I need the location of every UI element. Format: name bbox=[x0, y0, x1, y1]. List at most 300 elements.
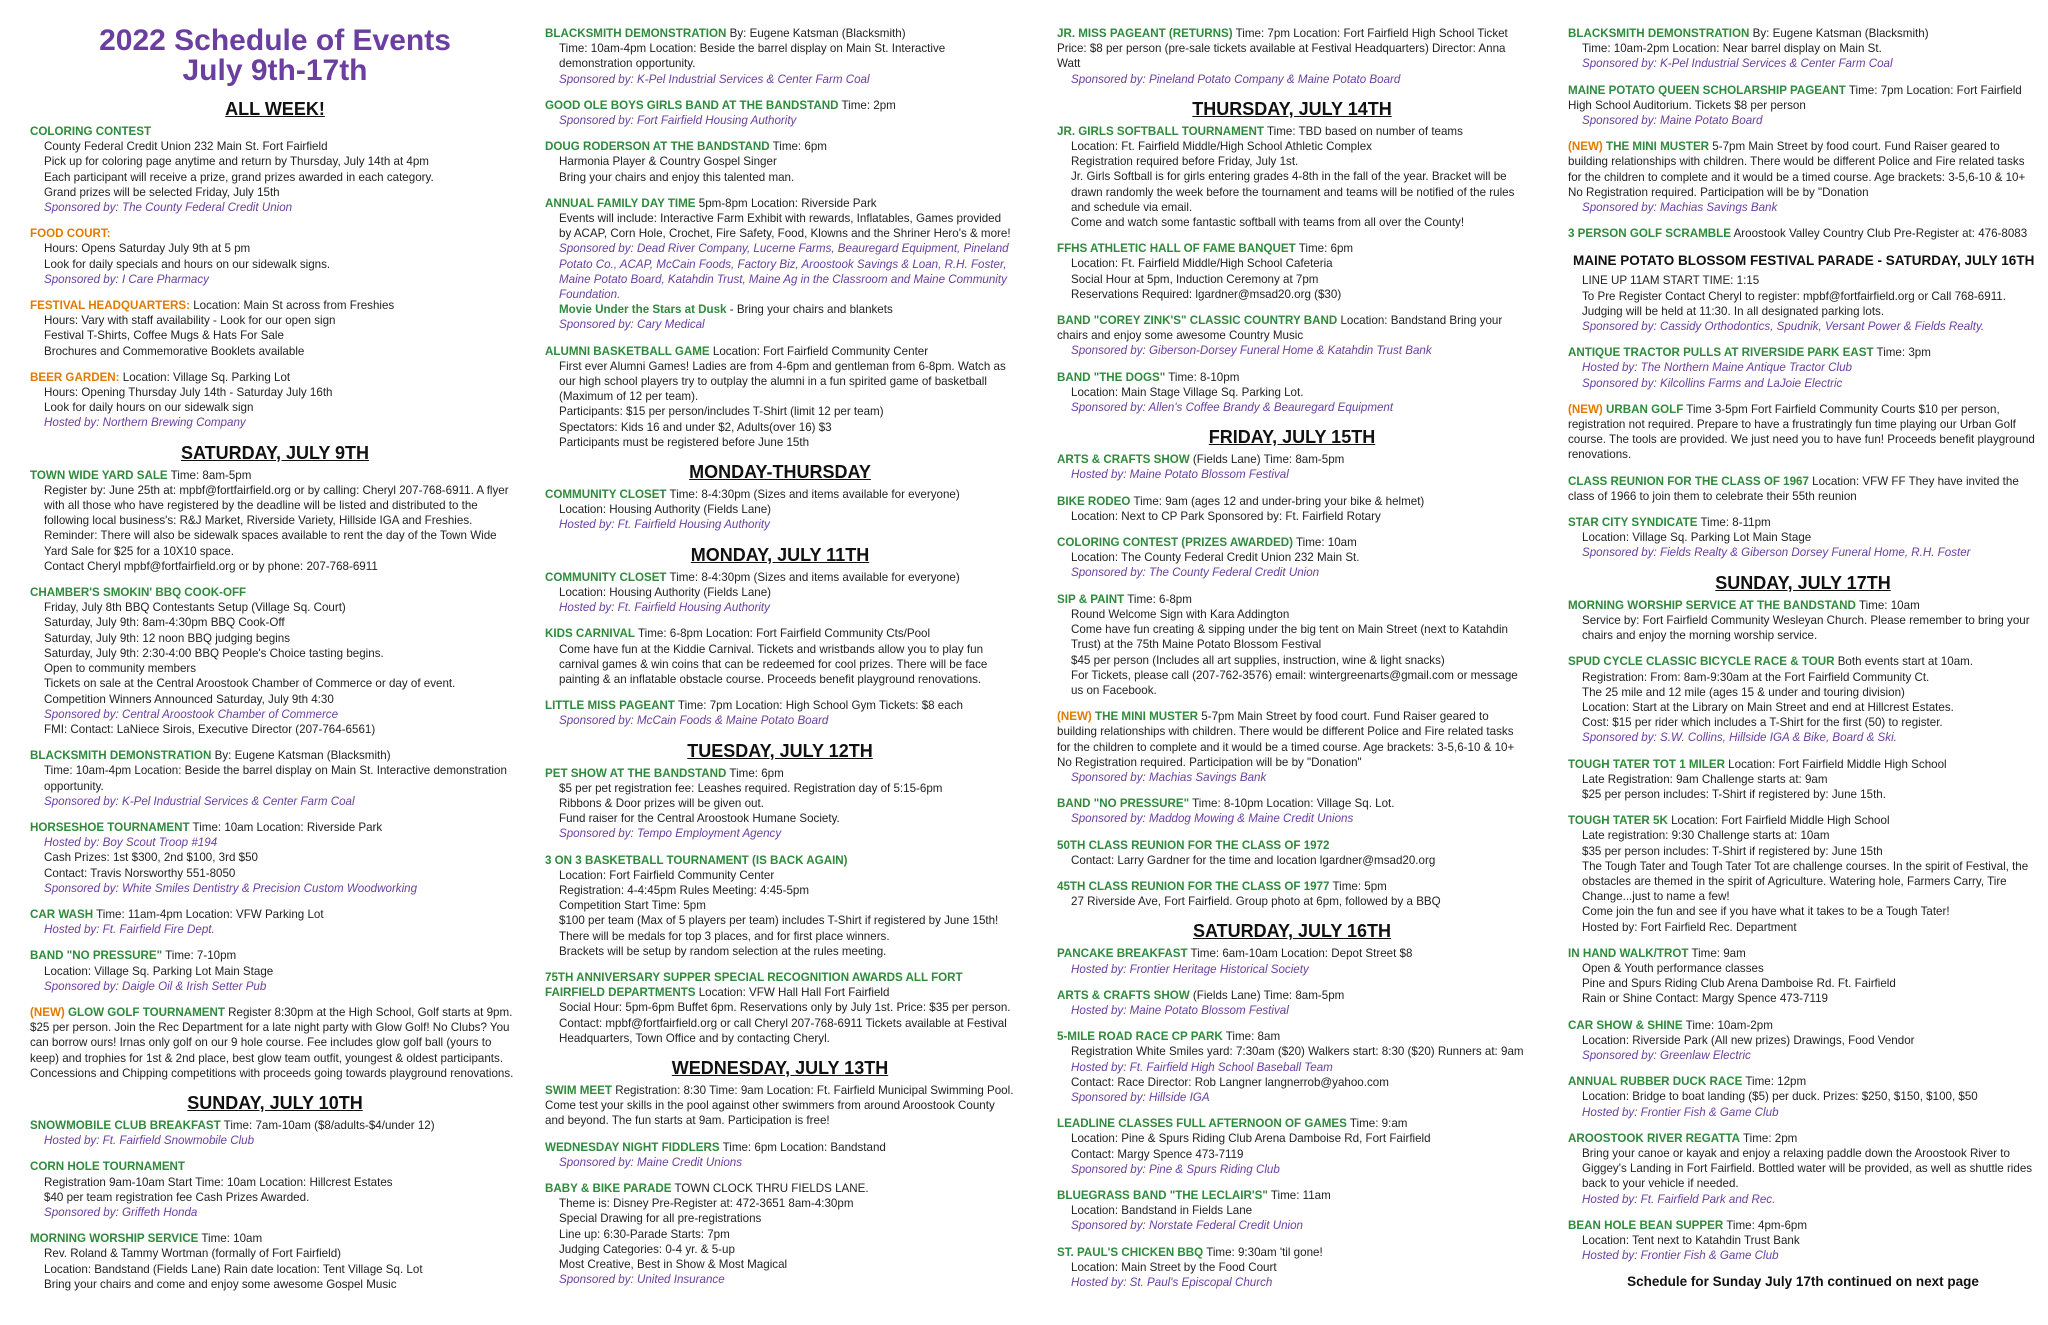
event-item bbox=[1568, 139, 2038, 215]
event-info: Time: 6pm Location: Bandstand bbox=[719, 1140, 886, 1154]
event-title: ANNUAL FAMILY DAY TIME bbox=[545, 196, 696, 210]
event-title: ALUMNI BASKETBALL GAME bbox=[545, 344, 710, 358]
event-header bbox=[1568, 139, 2038, 200]
event-sponsor: Hosted by: Maine Potato Blossom Festival bbox=[1071, 1003, 1289, 1017]
event-title: WEDNESDAY NIGHT FIDDLERS bbox=[545, 1140, 720, 1154]
event-header bbox=[1568, 226, 2038, 241]
event-detail: Location: Pine & Spurs Riding Club Arena Damboise Rd, Fort Fairfield bbox=[1071, 1132, 1431, 1146]
event-detail: Contact Cheryl mpbf@fortfairfield.org or by phone: 207-768-6911 bbox=[44, 559, 378, 573]
event-detail: Registration White Smiles yard: 7:30am ($20) Walkers start: 8:30 ($20) Runners at: 9am bbox=[1071, 1045, 1524, 1059]
event-detail: Reminder: There will also be sidewalk spaces available to rent the day of the Town Wide Yard Sale for $25 for a 10X10 space. bbox=[44, 529, 497, 558]
event-sponsor: Sponsored by: Maine Credit Unions bbox=[559, 1155, 743, 1169]
event-item bbox=[545, 1083, 1015, 1129]
event-detail: Contact: Larry Gardner for the time and location lgardner@msad20.org bbox=[1071, 853, 1436, 867]
event-sponsor: Sponsored by: Machias Savings Bank bbox=[1582, 201, 1778, 215]
event-title: COLORING CONTEST (PRIZES AWARDED) bbox=[1057, 536, 1293, 550]
event-header bbox=[1057, 946, 1527, 961]
event-title: PET SHOW AT THE BANDSTAND bbox=[545, 766, 727, 780]
event-header bbox=[545, 1181, 1015, 1196]
event-item bbox=[30, 468, 520, 574]
event-item bbox=[1568, 345, 2038, 391]
event-info: Time: 8am bbox=[1222, 1030, 1281, 1044]
event-info: TOWN CLOCK THRU FIELDS LANE. bbox=[671, 1181, 869, 1195]
event-info: (Fields Lane) Time: 8am-5pm bbox=[1189, 453, 1345, 467]
event-title: CORN HOLE TOURNAMENT bbox=[30, 1160, 186, 1174]
event-item bbox=[30, 370, 520, 431]
event-item bbox=[1057, 494, 1527, 524]
event-item bbox=[545, 196, 1015, 333]
event-header bbox=[30, 748, 520, 763]
event-header bbox=[30, 298, 520, 313]
event-item bbox=[1568, 654, 2038, 745]
event-sponsor: Sponsored by: McCain Foods & Maine Potato Board bbox=[559, 714, 829, 728]
event-sponsor: Sponsored by: K-Pel Industrial Services & Center Farm Coal bbox=[44, 794, 355, 808]
event-item bbox=[30, 585, 520, 737]
event-header bbox=[545, 970, 1015, 1000]
event-header bbox=[30, 907, 520, 922]
event-item bbox=[1568, 1018, 2038, 1064]
event-header bbox=[1057, 879, 1527, 894]
event-sponsor: Hosted by: St. Paul's Episcopal Church bbox=[1071, 1276, 1273, 1289]
event-info: Time: 9:30am 'til gone! bbox=[1203, 1245, 1323, 1259]
event-header bbox=[30, 1231, 520, 1246]
event-detail: For Tickets, please call (207-762-3576) email: wintergreenarts@gmail.com or message us on Facebook. bbox=[1071, 668, 1518, 697]
event-detail: Saturday, July 9th: 8am-4:30pm BBQ Cook-Off bbox=[44, 616, 285, 630]
event-detail: Late Registration: 9am Challenge starts at: 9am bbox=[1582, 772, 1828, 786]
event-sponsor: Sponsored by: Hillside IGA bbox=[1071, 1090, 1210, 1104]
event-item bbox=[30, 1005, 520, 1081]
event-detail: Location: The County Federal Credit Union 232 Main St. bbox=[1071, 551, 1360, 565]
event-header bbox=[30, 1118, 520, 1133]
event-detail: First ever Alumni Games! Ladies are from 4-6pm and gentleman from 6-8pm. Watch as our high school players try to outplay the alumni in a fun spirited game of basketball (Maximum of 12 per team). bbox=[559, 359, 1006, 404]
event-item bbox=[1057, 988, 1527, 1018]
event-item bbox=[1057, 124, 1527, 230]
event-header bbox=[1057, 241, 1527, 256]
event-title: BAND "COREY ZINK'S" CLASSIC COUNTRY BAND bbox=[1057, 314, 1338, 328]
event-detail: Come and watch some fantastic softball with teams from all over the County! bbox=[1071, 216, 1465, 230]
event-sponsor: Sponsored by: Cassidy Orthodontics, Spudnik, Versant Power & Fields Realty. bbox=[1582, 320, 1985, 334]
event-title: 3 ON 3 BASKETBALL TOURNAMENT (IS BACK AGAIN) bbox=[545, 853, 848, 867]
day-heading: SATURDAY, JULY 9TH bbox=[180, 442, 370, 463]
event-detail: Come have fun creating & sipping under the big tent on Main Street (next to Katahdin Trust) at the 75th Maine Potato Blossom Festival bbox=[1071, 623, 1508, 652]
event-info: Time: 5pm bbox=[1329, 879, 1387, 893]
event-detail: Reservations Required: lgardner@msad20.org ($30) bbox=[1071, 287, 1342, 301]
event-sponsor: Sponsored by: Cary Medical bbox=[559, 318, 705, 332]
event-title: LITTLE MISS PAGEANT bbox=[545, 699, 675, 713]
event-item bbox=[1057, 241, 1527, 302]
event-item bbox=[1568, 474, 2038, 504]
event-header bbox=[545, 766, 1015, 781]
event-info: 5-7pm Main Street by food court. Fund Raiser geared to building relationships with children. There would be different Police and Fire related tasks for the children to complete and it would be a timed course. Age brackets: 3-5,6-10 & 10+ No Registration required. Participation will be by "Donation" bbox=[1057, 710, 1515, 769]
event-detail: Brochures and Commemorative Booklets available bbox=[44, 344, 305, 358]
event-title: GLOW GOLF TOURNAMENT bbox=[68, 1005, 225, 1019]
event-detail: Fund raiser for the Central Aroostook Humane Society. bbox=[559, 812, 840, 826]
event-detail: Competition Winners Announced Saturday, July 9th 4:30 bbox=[44, 692, 334, 706]
event-header bbox=[1057, 592, 1527, 607]
subitem-title: Movie Under the Stars at Dusk bbox=[559, 303, 727, 317]
event-title: AROOSTOOK RIVER REGATTA bbox=[1568, 1131, 1740, 1145]
event-sponsor: Hosted by: Ft. Fairfield High School Baseball Team bbox=[1071, 1060, 1333, 1074]
event-info: Location: Village Sq. Parking Lot bbox=[119, 370, 291, 384]
event-sponsor: Hosted by: Ft. Fairfield Park and Rec. bbox=[1582, 1192, 1776, 1206]
event-item bbox=[1057, 838, 1527, 868]
event-sponsor: Sponsored by: Giberson-Dorsey Funeral Home & Katahdin Trust Bank bbox=[1071, 344, 1432, 358]
event-title: ANTIQUE TRACTOR PULLS AT RIVERSIDE PARK EAST bbox=[1568, 346, 1874, 360]
event-sponsor: Sponsored by: Maddog Mowing & Maine Credit Unions bbox=[1071, 812, 1354, 826]
event-detail: Come join the fun and see if you have what it takes to be a Tough Tater! bbox=[1582, 905, 1950, 919]
event-header bbox=[1568, 26, 2038, 41]
event-sponsor: Sponsored by: The County Federal Credit Union bbox=[1071, 566, 1320, 580]
event-sponsor: Hosted by: Boy Scout Troop #194 bbox=[44, 836, 218, 850]
event-item bbox=[1057, 452, 1527, 482]
event-header bbox=[1568, 402, 2038, 463]
event-header bbox=[1057, 370, 1527, 385]
event-header bbox=[545, 570, 1015, 585]
event-info: Time: 3pm bbox=[1873, 346, 1931, 360]
event-info: Time: 9am (ages 12 and under-bring your bike & helmet) bbox=[1130, 494, 1425, 508]
event-item bbox=[545, 766, 1015, 842]
day-heading: FRIDAY, JULY 15TH bbox=[1208, 427, 1376, 448]
day-heading: SUNDAY, JULY 10TH bbox=[187, 1092, 363, 1113]
event-info: Time: 10am bbox=[1292, 536, 1357, 550]
event-info: 5pm-8pm Location: Riverside Park bbox=[695, 196, 877, 210]
event-detail: Time: 10am-4pm Location: Beside the barrel display on Main St. Interactive demonstration opportunity. bbox=[559, 42, 946, 71]
event-item bbox=[30, 1118, 520, 1148]
event-info: Time: 8-4:30pm (Sizes and items available for everyone) bbox=[666, 570, 960, 584]
event-detail: Festival T-Shirts, Coffee Mugs & Hats For Sale bbox=[44, 329, 284, 343]
column-4 bbox=[1568, 26, 2038, 1290]
event-header bbox=[545, 196, 1015, 211]
event-sponsor: Sponsored by: Daigle Oil & Irish Setter Pub bbox=[44, 979, 267, 993]
event-title: ARTS & CRAFTS SHOW bbox=[1057, 988, 1190, 1002]
event-item bbox=[545, 698, 1015, 728]
event-item bbox=[1568, 273, 2038, 334]
event-detail: Location: Start at the Library on Main Street and end at Hillcrest Estates. bbox=[1582, 700, 1954, 714]
event-detail: Hours: Opens Saturday July 9th at 5 pm bbox=[44, 242, 251, 256]
event-item bbox=[1057, 592, 1527, 698]
event-title: URBAN GOLF bbox=[1606, 402, 1684, 416]
event-header bbox=[1568, 515, 2038, 530]
event-header bbox=[545, 344, 1015, 359]
event-info: Both events start at 10am. bbox=[1834, 655, 1974, 669]
event-header bbox=[30, 226, 520, 241]
event-header bbox=[1057, 535, 1527, 550]
event-info: Location: Fort Fairfield Community Center bbox=[709, 344, 929, 358]
event-sponsor: Sponsored by: Dead River Company, Lucerne Farms, Beauregard Equipment, Pineland Potato Co., ACAP, McCain Foods, Factory Biz, Aroostook Savings & Loan, R.H. Foster, Maine Potato Board, Katahdin Trust, Maine Ag in the Classroom and Maine Community Foundation. bbox=[559, 242, 1009, 302]
event-header bbox=[1568, 83, 2038, 113]
event-detail: Most Creative, Best in Show & Most Magical bbox=[559, 1258, 788, 1271]
event-detail: Registration required before Friday, July 1st. bbox=[1071, 155, 1299, 169]
event-header bbox=[545, 487, 1015, 502]
event-title: BLACKSMITH DEMONSTRATION bbox=[545, 27, 727, 40]
event-info: Time: 7pm Location: High School Gym Tickets: $8 each bbox=[674, 699, 963, 713]
event-info: By: Eugene Katsman (Blacksmith) bbox=[726, 27, 906, 40]
event-item bbox=[30, 298, 520, 359]
event-item bbox=[545, 344, 1015, 450]
event-detail: Location: Ft. Fairfield Middle/High School Cafeteria bbox=[1071, 257, 1333, 271]
event-detail: The 25 mile and 12 mile (ages 15 & under and touring division) bbox=[1582, 685, 1905, 699]
event-detail: Registration 9am-10am Start Time: 10am Location: Hillcrest Estates bbox=[44, 1175, 393, 1189]
event-title: 45TH CLASS REUNION FOR THE CLASS OF 1977 bbox=[1057, 879, 1330, 893]
event-title: IN HAND WALK/TROT bbox=[1568, 946, 1689, 960]
event-header bbox=[1568, 1131, 2038, 1146]
event-info: (Fields Lane) Time: 8am-5pm bbox=[1189, 988, 1345, 1002]
event-detail: Rain or Shine Contact: Margy Spence 473-7119 bbox=[1582, 992, 1828, 1006]
event-title: MORNING WORSHIP SERVICE bbox=[30, 1232, 199, 1246]
event-title: MAINE POTATO QUEEN SCHOLARSHIP PAGEANT bbox=[1568, 83, 1846, 97]
event-detail: Location: Village Sq. Parking Lot Main Stage bbox=[44, 964, 274, 978]
event-title: DOUG RODERSON AT THE BANDSTAND bbox=[545, 140, 770, 154]
event-header bbox=[545, 139, 1015, 154]
day-heading: THURSDAY, JULY 14TH bbox=[1192, 98, 1392, 119]
event-info: Time: 8-10pm bbox=[1165, 370, 1240, 384]
event-detail: Ribbons & Door prizes will be given out. bbox=[559, 796, 764, 810]
event-title: JR. MISS PAGEANT (RETURNS) bbox=[1057, 27, 1233, 40]
event-item bbox=[545, 487, 1015, 533]
event-title: CAR WASH bbox=[30, 907, 94, 921]
event-header bbox=[30, 468, 520, 483]
event-sponsor: Sponsored by: Norstate Federal Credit Union bbox=[1071, 1219, 1303, 1233]
new-badge: (NEW) bbox=[1057, 710, 1095, 724]
event-info: 5-7pm Main Street by food court. Fund Raiser geared to building relationships with children. There would be different Police and Fire related tasks for the children to complete and it would be a timed course. Age brackets: 3-5,6-10 & 10+ No Registration required. Participation will be by "Donation bbox=[1568, 140, 2026, 199]
event-title: SNOWMOBILE CLUB BREAKFAST bbox=[30, 1118, 221, 1132]
event-detail: Tickets on sale at the Central Aroostook Chamber of Commerce or day of event. bbox=[44, 677, 456, 691]
event-title: STAR CITY SYNDICATE bbox=[1568, 516, 1698, 530]
event-detail: Time: 10am-2pm Location: Near barrel display on Main St. bbox=[1582, 42, 1882, 56]
event-header bbox=[30, 1005, 520, 1081]
event-info: Time: 8-4:30pm (Sizes and items available for everyone) bbox=[666, 488, 960, 502]
event-title: KIDS CARNIVAL bbox=[545, 627, 635, 641]
event-title: TOWN WIDE YARD SALE bbox=[30, 468, 168, 482]
event-detail: Spectators: Kids 16 and under $2, Adults(over 16) $3 bbox=[559, 420, 832, 434]
event-detail: Service by: Fort Fairfield Community Wesleyan Church. Please remember to bring your chairs and enjoy the morning worship service. bbox=[1582, 613, 2030, 643]
event-info: Location: VFW FF They have invited the class of 1966 to join them to celebrate their 55th reunion bbox=[1568, 474, 2019, 503]
event-detail: Location: Tent next to Katahdin Trust Bank bbox=[1582, 1234, 1800, 1247]
new-badge: (NEW) bbox=[30, 1005, 68, 1019]
event-detail: Each participant will receive a prize, grand prizes awarded in each category. bbox=[44, 170, 434, 184]
event-detail: Location: Next to CP Park Sponsored by: Ft. Fairfield Rotary bbox=[1071, 509, 1381, 523]
event-info: Time: 4pm-6pm bbox=[1723, 1218, 1808, 1232]
event-info: Location: Bandstand Bring your chairs and enjoy some awesome Country Music bbox=[1057, 314, 1503, 343]
event-item bbox=[1568, 946, 2038, 1007]
event-info: Time: 10am bbox=[198, 1232, 263, 1246]
event-item bbox=[545, 139, 1015, 185]
event-info: Time: 9:am bbox=[1346, 1117, 1408, 1131]
event-title: COLORING CONTEST bbox=[30, 125, 152, 138]
day-heading: ALL WEEK! bbox=[225, 99, 325, 119]
column-2 bbox=[545, 26, 1015, 1298]
event-detail: $45 per person (Includes all art supplies, instruction, wine & light snacks) bbox=[1071, 653, 1445, 667]
event-title: TOUGH TATER 5K bbox=[1568, 814, 1668, 828]
event-header bbox=[30, 820, 520, 835]
event-title: COMMUNITY CLOSET bbox=[545, 488, 667, 502]
event-title: BABY & BIKE PARADE bbox=[545, 1181, 672, 1195]
event-subitem bbox=[545, 302, 1015, 317]
event-detail: Saturday, July 9th: 2:30-4:00 BBQ People's Choice tasting begins. bbox=[44, 646, 384, 660]
event-detail: Contact: Margy Spence 473-7119 bbox=[1071, 1147, 1244, 1161]
event-item bbox=[1568, 813, 2038, 935]
event-item bbox=[1568, 1074, 2038, 1120]
event-detail: Time: 10am-4pm Location: Beside the barrel display on Main St. Interactive demonstration opportunity. bbox=[44, 764, 507, 793]
event-sponsor: Sponsored by: Machias Savings Bank bbox=[1071, 770, 1267, 784]
event-detail: Location: Bandstand (Fields Lane) Rain date location: Tent Village Sq. Lot bbox=[44, 1262, 423, 1276]
event-detail: Bring your chairs and come and enjoy some awesome Gospel Music bbox=[44, 1277, 397, 1291]
event-title: FESTIVAL HEADQUARTERS: bbox=[30, 299, 190, 313]
event-header bbox=[545, 1083, 1015, 1129]
event-header bbox=[545, 26, 1015, 41]
event-item bbox=[1057, 370, 1527, 416]
event-info: Time: 7pm Location: Fort Fairfield High School Ticket Price: $8 per person (pre-sale tickets available at Festival Headquarters) Director: Anna Watt bbox=[1057, 27, 1508, 71]
event-detail: Brackets will be setup by random selection at the rules meeting. bbox=[559, 944, 887, 958]
event-detail: Open to community members bbox=[44, 662, 197, 676]
event-detail: Late registration: 9:30 Challenge starts at: 10am bbox=[1582, 829, 1830, 843]
event-header bbox=[1057, 1116, 1527, 1131]
event-item bbox=[1568, 1131, 2038, 1207]
event-detail: Harmonia Player & Country Gospel Singer bbox=[559, 155, 777, 169]
event-title: THE MINI MUSTER bbox=[1095, 710, 1199, 724]
event-detail: Location: Ft. Fairfield Middle/High School Athletic Complex bbox=[1071, 140, 1372, 154]
event-sponsor: Sponsored by: Pine & Spurs Riding Club bbox=[1071, 1162, 1280, 1176]
event-info: Time: 6am-10am Location: Depot Street $8 bbox=[1187, 947, 1413, 961]
event-header bbox=[30, 948, 520, 963]
event-title: CLASS REUNION FOR THE CLASS OF 1967 bbox=[1568, 474, 1809, 488]
event-title: JR. GIRLS SOFTBALL TOURNAMENT bbox=[1057, 124, 1264, 138]
event-header bbox=[545, 698, 1015, 713]
event-title: GOOD OLE BOYS GIRLS BAND AT THE BANDSTAND bbox=[545, 98, 839, 112]
event-info: Time: 6pm bbox=[1295, 242, 1354, 256]
day-heading: SUNDAY, JULY 17TH bbox=[1715, 572, 1891, 593]
event-detail: Location: Housing Authority (Fields Lane) bbox=[559, 503, 772, 517]
event-sponsor: Hosted by: The Northern Maine Antique Tractor Club bbox=[1582, 361, 1853, 375]
event-detail: Round Welcome Sign with Kara Addington bbox=[1071, 607, 1290, 621]
event-sponsor: Sponsored by: Fields Realty & Giberson Dorsey Funeral Home, R.H. Foster bbox=[1582, 546, 1971, 560]
event-item bbox=[545, 98, 1015, 128]
event-title: ST. PAUL'S CHICKEN BBQ bbox=[1057, 1245, 1204, 1259]
event-title: SIP & PAINT bbox=[1057, 592, 1125, 606]
event-item bbox=[1057, 313, 1527, 359]
event-title: BLUEGRASS BAND "THE LECLAIR'S" bbox=[1057, 1188, 1268, 1202]
event-info: Time: 7am-10am ($8/adults-$4/under 12) bbox=[220, 1118, 435, 1132]
event-info: By: Eugene Katsman (Blacksmith) bbox=[211, 749, 391, 763]
title-line-1: 2022 Schedule of Events bbox=[99, 24, 451, 57]
event-detail: Competition Start Time: 5pm bbox=[559, 899, 706, 913]
event-title: FOOD COURT: bbox=[30, 227, 111, 241]
event-info: Location: VFW Hall Hall Fort Fairfield bbox=[695, 986, 890, 1000]
event-title: ARTS & CRAFTS SHOW bbox=[1057, 453, 1190, 467]
event-item bbox=[1057, 1116, 1527, 1177]
event-sponsor: Sponsored by: S.W. Collins, Hillside IGA & Bike, Board & Ski. bbox=[1582, 731, 1897, 745]
event-detail: Location: Fort Fairfield Community Center bbox=[559, 868, 775, 882]
day-heading: SATURDAY, JULY 16TH bbox=[1192, 921, 1392, 942]
event-detail: Look for daily specials and hours on our sidewalk signs. bbox=[44, 257, 331, 271]
event-sponsor: Sponsored by: Greenlaw Electric bbox=[1582, 1048, 1751, 1062]
event-sponsor: Sponsored by: Griffeth Honda bbox=[44, 1205, 198, 1219]
event-detail: Social Hour at 5pm, Induction Ceremony at 7pm bbox=[1071, 272, 1319, 286]
event-detail: $40 per team registration fee Cash Prizes Awarded. bbox=[44, 1190, 310, 1204]
event-sponsor: Hosted by: Frontier Fish & Game Club bbox=[1582, 1249, 1779, 1263]
column-1 bbox=[30, 26, 520, 1303]
event-item bbox=[1568, 226, 2038, 241]
event-detail: Pick up for coloring page anytime and return by Thursday, July 14th at 4pm bbox=[44, 155, 429, 169]
event-detail: Register by: June 25th at: mpbf@fortfairfield.org or by calling: Cheryl 207-768-6911. A flyer with all those who have registered by the deadline will be listed and distributed to the following local business's: R&J Market, Riverside Variety, Hillside IGA and Freshies. bbox=[44, 483, 509, 528]
event-info: Time: 10am-2pm bbox=[1682, 1018, 1773, 1032]
event-item bbox=[30, 748, 520, 809]
event-sponsor: Sponsored by: I Care Pharmacy bbox=[44, 272, 209, 286]
event-sponsor: Hosted by: Maine Potato Blossom Festival bbox=[1071, 468, 1289, 482]
event-detail: Judging Categories: 0-4 yr. & 5-up bbox=[559, 1242, 735, 1256]
continued-note: Schedule for Sunday July 17th continued on next page bbox=[1627, 1274, 1979, 1290]
event-info: Location: Fort Fairfield Middle High School bbox=[1667, 814, 1890, 828]
event-item bbox=[545, 970, 1015, 1046]
event-info: Time: 7pm Location: Fort Fairfield High School Auditorium. Tickets $8 per person bbox=[1568, 83, 2022, 112]
event-detail: $35 per person includes: T-Shirt if registered by: June 15th bbox=[1582, 844, 1883, 858]
event-header bbox=[30, 124, 520, 139]
event-detail: Cost: $15 per rider which includes a T-Shirt for the first (50) to register. bbox=[1582, 716, 1943, 730]
event-item bbox=[545, 1181, 1015, 1287]
event-item bbox=[1057, 1188, 1527, 1234]
event-header bbox=[545, 98, 1015, 113]
event-title: CAR SHOW & SHINE bbox=[1568, 1018, 1683, 1032]
event-detail: The Tough Tater and Tough Tater Tot are challenge courses. In the spirit of Festival, the obstacles are themed in the spirit of Agriculture. Watering hole, Farmers Carry, Tire Change...just to name a few! bbox=[1582, 859, 2029, 904]
event-header bbox=[545, 1140, 1015, 1155]
event-detail: Hours: Opening Thursday July 14th - Saturday July 16th bbox=[44, 386, 333, 400]
event-title: BEER GARDEN: bbox=[30, 370, 120, 384]
event-title: BAND "NO PRESSURE" bbox=[30, 949, 163, 963]
event-item bbox=[545, 1140, 1015, 1170]
event-header bbox=[1568, 598, 2038, 613]
event-header bbox=[1568, 1074, 2038, 1089]
event-sponsor: Sponsored by: Pineland Potato Company & Maine Potato Board bbox=[1071, 72, 1401, 86]
event-detail: Participants: $15 per person/includes T-Shirt (limit 12 per team) bbox=[559, 405, 884, 419]
event-info: Time: 11am bbox=[1267, 1188, 1331, 1202]
event-header bbox=[1568, 813, 2038, 828]
event-header bbox=[1057, 313, 1527, 343]
event-detail: Events will include: Interactive Farm Exhibit with rewards, Inflatables, Games provided by ACAP, Corn Hole, Crochet, Fire Safety, Food, Klowns and the Shriner Hero's & more! bbox=[559, 212, 1011, 241]
event-title: BAND "NO PRESSURE" bbox=[1057, 797, 1190, 811]
event-sponsor: Sponsored by: White Smiles Dentistry & Precision Custom Woodworking bbox=[44, 881, 418, 895]
event-header bbox=[1057, 796, 1527, 811]
event-title: 75TH ANNIVERSARY SUPPER SPECIAL RECOGNITION AWARDS ALL FORT FAIRFIELD DEPARTMENTS bbox=[545, 970, 963, 1000]
event-info: Location: Fort Fairfield Middle High School bbox=[1724, 757, 1947, 771]
event-sponsor: Hosted by: Ft. Fairfield Housing Authority bbox=[559, 518, 770, 532]
event-detail: Open & Youth performance classes bbox=[1582, 961, 1764, 975]
event-header bbox=[545, 626, 1015, 641]
event-detail: Cash Prizes: 1st $300, 2nd $100, 3rd $50 bbox=[44, 851, 258, 865]
event-title: COMMUNITY CLOSET bbox=[545, 570, 667, 584]
event-info: Time: 8-10pm Location: Village Sq. Lot. bbox=[1189, 797, 1395, 811]
event-detail: Registration: 4-4:45pm Rules Meeting: 4:45-5pm bbox=[559, 883, 810, 897]
event-detail: 27 Riverside Ave, Fort Fairfield. Group photo at 6pm, followed by a BBQ bbox=[1071, 895, 1441, 909]
event-info: Time: 11am-4pm Location: VFW Parking Lot bbox=[93, 907, 324, 921]
event-title: BLACKSMITH DEMONSTRATION bbox=[30, 749, 212, 763]
event-sponsor: Sponsored by: Central Aroostook Chamber of Commerce bbox=[44, 707, 339, 721]
event-info: Time: 6-8pm Location: Fort Fairfield Community Cts/Pool bbox=[634, 627, 931, 641]
event-detail: Location: Village Sq. Parking Lot Main Stage bbox=[1582, 531, 1812, 545]
event-title: 3 PERSON GOLF SCRAMBLE bbox=[1568, 227, 1731, 241]
event-title: BLACKSMITH DEMONSTRATION bbox=[1568, 27, 1750, 40]
event-item bbox=[1568, 26, 2038, 72]
event-item bbox=[1057, 879, 1527, 909]
event-detail: Rev. Roland & Tammy Wortman (formally of Fort Fairfield) bbox=[44, 1247, 342, 1261]
event-sponsor: Hosted by: Frontier Heritage Historical Society bbox=[1071, 962, 1309, 976]
event-info: Time: 12pm bbox=[1742, 1075, 1807, 1089]
event-item bbox=[30, 948, 520, 994]
event-info: Time: 6pm bbox=[769, 140, 827, 154]
event-title: SWIM MEET bbox=[545, 1083, 612, 1097]
event-item bbox=[545, 853, 1015, 959]
event-info: Location: Main St across from Freshies bbox=[189, 299, 395, 313]
event-detail: $100 per team (Max of 5 players per team) includes T-Shirt if registered by June 15th! There will be medals for top 3 places, and for first place winners. bbox=[559, 914, 999, 943]
